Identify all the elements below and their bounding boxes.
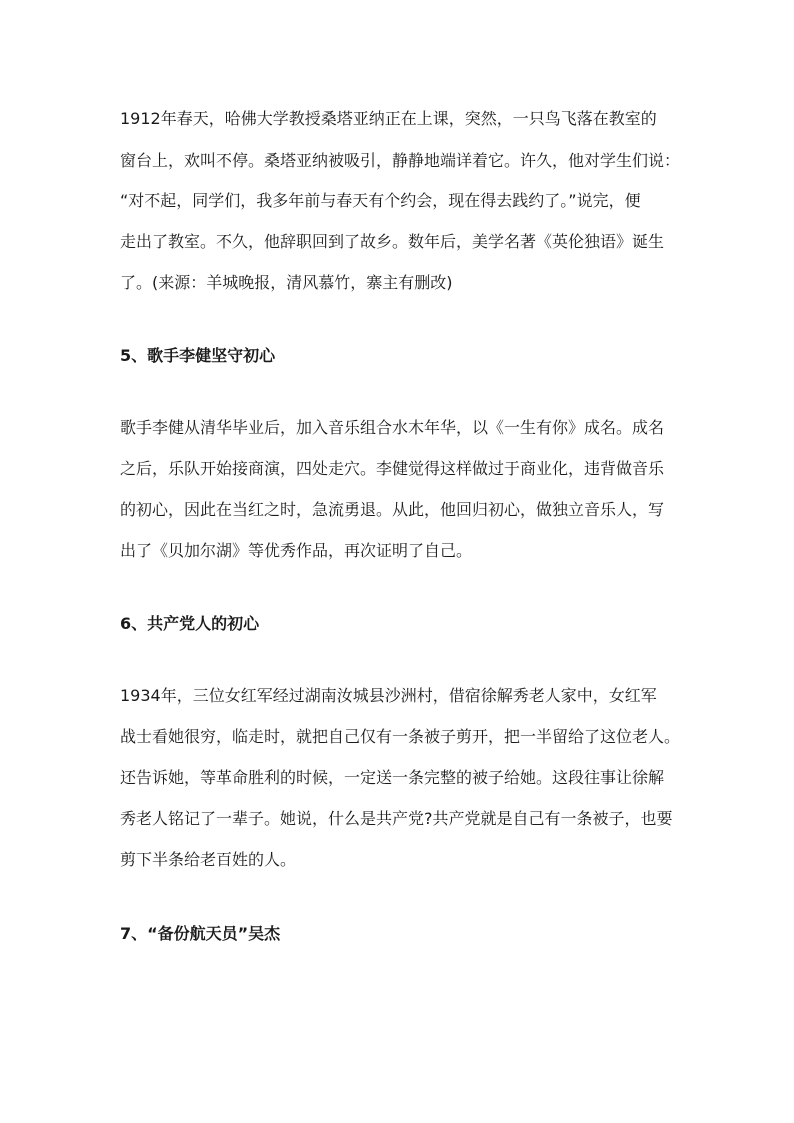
paragraph-2-line-2: 之后，乐队开始接商演，四处走穴。李健觉得这样做过于商业化，违背做音乐 <box>120 459 665 478</box>
paragraph-1-line-5: 了。(来源：羊城晚报，清风慕竹，寨主有删改) <box>120 273 453 292</box>
paragraph-2-line-3: 的初心，因此在当红之时，急流勇退。从此，他回归初心，做独立音乐人，写 <box>120 500 665 519</box>
paragraph-1-line-4: 走出了教室。不久，他辞职回到了故乡。数年后，美学名著《英伦独语》诞生 <box>120 232 665 251</box>
paragraph-1-line-2: 窗台上，欢叫不停。桑塔亚纳被吸引，静静地端详着它。许久，他对学生们说： <box>120 151 681 170</box>
paragraph-3-line-3: 还告诉她，等革命胜利的时候，一定送一条完整的被子给她。这段往事让徐解 <box>120 768 665 787</box>
paragraph-3-line-5: 剪下半条给老百姓的人。 <box>120 850 297 869</box>
paragraph-2-line-4: 出了《贝加尔湖》等优秀作品，再次证明了自己。 <box>120 541 473 560</box>
section-heading-5: 5、歌手李健坚守初心 <box>120 346 276 365</box>
paragraph-1-line-3: “对不起，同学们，我多年前与春天有个约会，现在得去践约了。”说完，便 <box>120 191 641 210</box>
section-heading-6: 6、共产党人的初心 <box>120 614 260 633</box>
paragraph-3-line-1: 1934年，三位女红军经过湖南汝城县沙洲村，借宿徐解秀老人家中，女红军 <box>120 686 657 705</box>
paragraph-3-line-2: 战士看她很穷，临走时，就把自己仅有一条被子剪开，把一半留给了这位老人。 <box>120 727 681 746</box>
section-heading-7: 7、“备份航天员”吴杰 <box>120 924 281 943</box>
paragraph-1-line-1: 1912年春天，哈佛大学教授桑塔亚纳正在上课，突然，一只鸟飞落在教室的 <box>120 109 657 128</box>
paragraph-3-line-4: 秀老人铭记了一辈子。她说，什么是共产党?共产党就是自己有一条被子，也要 <box>120 809 673 828</box>
paragraph-2-line-1: 歌手李健从清华毕业后，加入音乐组合水木年华，以《一生有你》成名。成名 <box>120 418 665 437</box>
